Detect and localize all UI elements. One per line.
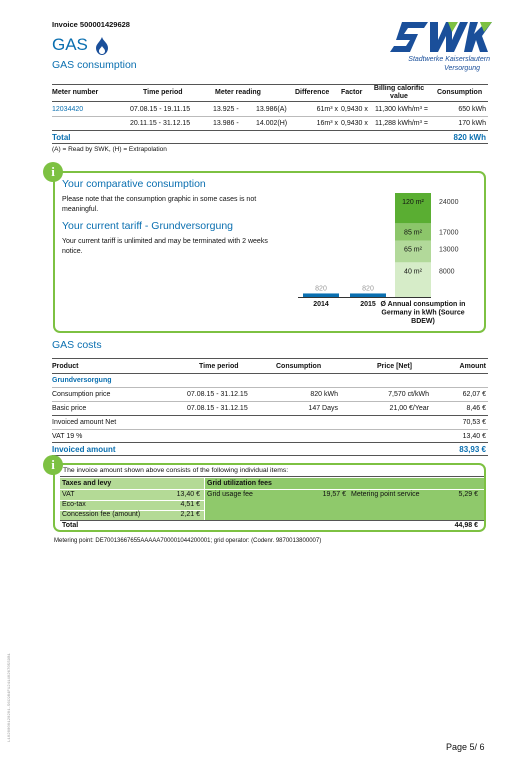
benchmark-value-label: 8000 — [439, 268, 455, 276]
col-meter-number: Meter number — [52, 89, 99, 96]
breakdown-total-value: 44,98 € — [454, 522, 478, 529]
eco-tax-label: Eco-tax — [62, 501, 86, 508]
cost-row2-amount: 8,46 € — [466, 405, 486, 412]
metering-point-info: Metering point: DE70013667655AAAAA700001044200001; grid operator: (Codenr. 9870013800007) — [54, 538, 322, 544]
row2-period: 20.11.15 - 31.12.15 — [130, 120, 191, 127]
consumption-total-label: Total — [52, 133, 71, 142]
concession-label: Concession fee (amount) — [62, 511, 141, 518]
comparative-note: Please note that the consumption graphic in some cases is not meaningful. — [62, 196, 257, 213]
col-billing-calorific: Billing calorific value — [373, 85, 425, 100]
net-label: Invoiced amount Net — [52, 419, 117, 426]
bar-category-label: 2014 — [313, 301, 329, 308]
row2-difference: 16m³ x — [316, 120, 338, 127]
col-meter-reading: Meter reading — [215, 89, 261, 96]
row2-reading-to: 14.002(H) — [256, 120, 288, 127]
logo-subtitle-2: Versorgung — [444, 65, 480, 72]
cost-row1-price: 7,570 ct/kWh — [388, 391, 429, 398]
row1-reading-from: 13.925 - — [213, 106, 239, 113]
grid-usage-value: 19,57 € — [322, 491, 346, 498]
cost-row2-product: Basic price — [52, 405, 87, 412]
benchmark-segment — [395, 193, 431, 223]
cost-row1-period: 07.08.15 - 31.12.15 — [187, 391, 248, 398]
tariff-text: Your current tariff is unlimited and may be terminated with 2 weeks notice. — [62, 238, 268, 255]
grid-header: Grid utilization fees — [207, 480, 272, 487]
costs-col-price: Price [Net] — [377, 363, 413, 370]
bar-category-label: 2015 — [360, 301, 376, 308]
row2-consumption: 170 kWh — [458, 120, 486, 127]
metering-label: Metering point service — [351, 491, 420, 498]
col-consumption: Consumption — [437, 89, 483, 96]
flame-icon — [95, 37, 109, 55]
info-icon: i — [43, 162, 63, 182]
benchmark-size-label: 120 m² — [402, 199, 424, 206]
bar-value-label: 820 — [362, 285, 374, 293]
vat-value: 13,40 € — [462, 433, 486, 440]
taxes-header: Taxes and levy — [62, 480, 112, 487]
grid-usage-label: Grid usage fee — [207, 491, 253, 498]
cost-row1-amount: 62,07 € — [462, 391, 486, 398]
costs-col-amount: Amount — [459, 363, 486, 370]
row1-calorific: 11,300 kWh/m³ = — [375, 106, 428, 113]
footnote: (A) = Read by SWK, (H) = Extrapolation — [52, 146, 167, 153]
cost-row2-consumption: 147 Days — [308, 405, 338, 412]
row2-factor: 0,9430 x — [341, 120, 368, 127]
cost-row1-consumption: 820 kWh — [310, 391, 338, 398]
section-title: GAS consumption — [52, 59, 137, 71]
benchmark-caption: Germany in kWh (Source — [381, 309, 465, 317]
costs-group: Grundversorgung — [52, 377, 112, 384]
tariff-title: Your current tariff - Grundversorgung — [62, 220, 234, 232]
costs-col-period: Time period — [199, 363, 239, 370]
breakdown-intro: The invoice amount shown above consists of the following individual items: — [63, 467, 289, 474]
costs-col-consumption: Consumption — [276, 363, 322, 370]
costs-col-product: Product — [52, 363, 79, 370]
bar-value-label: 820 — [315, 285, 327, 293]
meter-number-value: 12034420 — [52, 106, 84, 113]
benchmark-caption: BDEW) — [411, 318, 435, 325]
comparative-title: Your comparative consumption — [62, 178, 206, 190]
benchmark-value-label: 13000 — [439, 246, 459, 254]
row1-difference: 61m³ x — [316, 106, 338, 113]
page-number: Page 5/ 6 — [446, 742, 485, 752]
side-document-code: L1020000120201-56C984F12414026705S9B1 — [8, 653, 12, 742]
metering-value: 5,29 € — [458, 491, 478, 498]
invoiced-value: 83,93 € — [459, 445, 486, 454]
costs-title: GAS costs — [52, 339, 102, 351]
vat-label: VAT 19 % — [52, 433, 83, 440]
concession-value: 2,21 € — [180, 511, 200, 518]
breakdown-vat-value: 13,40 € — [176, 491, 200, 498]
benchmark-caption: Ø Annual consumption in — [380, 301, 466, 308]
invoiced-label: Invoiced amount — [52, 445, 116, 454]
cost-row1-product: Consumption price — [52, 391, 111, 398]
consumption-bar — [303, 293, 339, 297]
row1-consumption: 650 kWh — [458, 106, 486, 113]
col-difference: Difference — [295, 89, 330, 96]
invoice-number: Invoice 500001429628 — [52, 20, 130, 29]
swk-logo — [388, 18, 492, 80]
consumption-bar — [350, 293, 386, 297]
gas-title: GAS — [52, 35, 88, 54]
cost-row2-price: 21,00 €/Year — [389, 405, 429, 412]
row2-reading-from: 13.986 - — [213, 120, 239, 127]
eco-tax-value: 4,51 € — [180, 501, 200, 508]
benchmark-size-label: 65 m² — [404, 246, 422, 254]
row1-reading-to: 13.986(A) — [256, 106, 287, 113]
info-icon: i — [43, 455, 63, 475]
row2-calorific: 11,288 kWh/m³ = — [375, 120, 428, 127]
benchmark-size-label: 40 m² — [404, 268, 422, 276]
row1-factor: 0,9430 x — [341, 106, 368, 113]
consumption-total-value: 820 kWh — [453, 133, 486, 142]
benchmark-value-label: 24000 — [439, 199, 459, 206]
breakdown-vat-label: VAT — [62, 491, 75, 498]
row1-period: 07.08.15 - 19.11.15 — [130, 106, 191, 113]
col-time-period: Time period — [143, 89, 183, 96]
logo-subtitle-1: Stadtwerke Kaiserslautern — [408, 56, 490, 63]
cost-row2-period: 07.08.15 - 31.12.15 — [187, 405, 248, 412]
comparative-consumption-chart — [280, 185, 480, 330]
breakdown-total-label: Total — [62, 522, 79, 529]
col-factor: Factor — [341, 89, 363, 96]
net-value: 70,53 € — [462, 419, 486, 426]
benchmark-value-label: 17000 — [439, 229, 459, 237]
benchmark-size-label: 85 m² — [404, 229, 422, 237]
